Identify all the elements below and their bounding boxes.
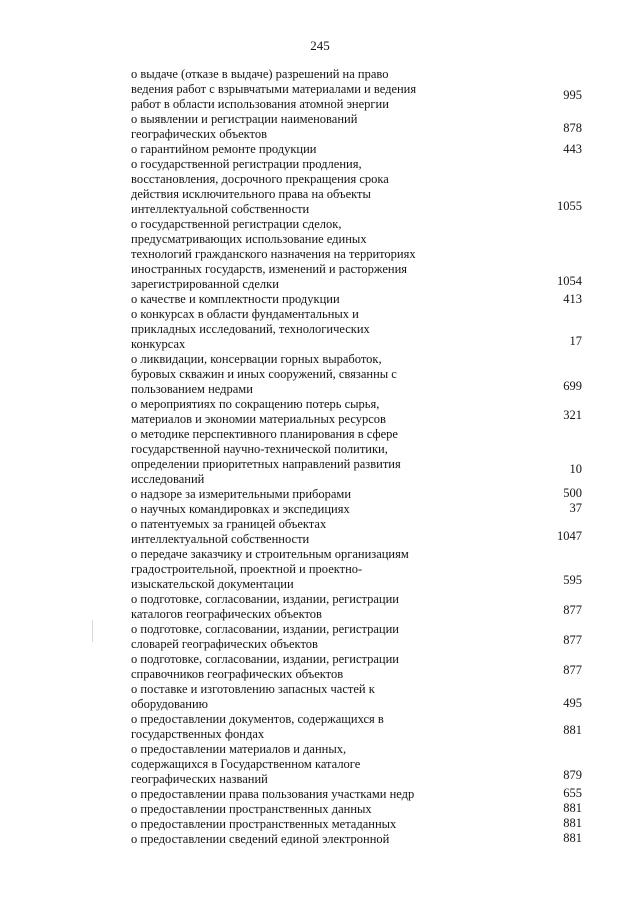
entry-text-line: ведения работ с взрывчатыми материалами и ведения xyxy=(131,82,417,96)
entry-text-line: словарей географических объектов xyxy=(131,637,318,651)
entry-text-line: о предоставлении пространственных метаданных xyxy=(131,817,397,831)
entry-page-number: 10 xyxy=(569,461,582,476)
entry-text-line: исследований xyxy=(131,472,205,486)
entry-text-line: изыскательской документации xyxy=(131,577,294,591)
entry-text-line: о передаче заказчику и строительным организациям xyxy=(131,547,409,561)
entry-text-line: государственной научно-технической политики, xyxy=(131,442,388,456)
entry-page-number: 495 xyxy=(563,695,582,710)
entry-text-line: о подготовке, согласовании, издании, регистрации xyxy=(131,592,399,606)
entry-page-number: 443 xyxy=(563,142,582,156)
entry-text-line: о конкурсах в области фундаментальных и xyxy=(131,307,359,321)
entry-text-line: каталогов географических объектов xyxy=(131,607,322,621)
entry-text-line: о подготовке, согласовании, издании, регистрации xyxy=(131,652,399,666)
entry-text-line: о качестве и комплектности продукции xyxy=(131,292,340,306)
entry-text-line: справочников географических объектов xyxy=(131,667,344,681)
entry-page-number: 995 xyxy=(563,88,582,102)
entry-text-line: определении приоритетных направлений развития xyxy=(131,457,401,471)
entry-text-line: о предоставлении пространственных данных xyxy=(131,802,372,816)
entry-page-number: 1054 xyxy=(557,274,582,288)
entry-page-number: 699 xyxy=(563,379,582,393)
entry-text-line: о методике перспективного планирования в сфере xyxy=(131,427,398,441)
entry-text-line: государственных фондах xyxy=(131,727,265,741)
entry-text-line: оборудованию xyxy=(131,697,209,711)
entry-text-line: действия исключительного права на объекты xyxy=(131,187,371,201)
entry-page-number: 595 xyxy=(563,572,582,587)
entry-page-number: 881 xyxy=(563,800,582,815)
entry-text-line: географических объектов xyxy=(131,127,267,141)
entry-page-number: 877 xyxy=(563,632,582,647)
entry-page-number: 413 xyxy=(563,292,582,306)
entry-text-line: технологий гражданского назначения на территориях xyxy=(131,247,416,261)
entry-text-line: содержащихся в Государственном каталоге xyxy=(131,757,361,771)
entry-text-line: о предоставлении материалов и данных, xyxy=(131,742,347,756)
entry-text-line: о государственной регистрации продления, xyxy=(131,157,362,171)
entry-text-line: о патентуемых за границей объектах xyxy=(131,517,327,531)
entry-text-line: прикладных исследований, технологических xyxy=(131,322,370,336)
entry-page-number: 17 xyxy=(569,334,582,348)
entry-text-line: о научных командировках и экспедициях xyxy=(131,502,350,516)
entry-text-line: восстановления, досрочного прекращения срока xyxy=(131,172,389,186)
entry-text-line: градостроительной, проектной и проектно- xyxy=(131,562,363,576)
entry-text-line: интеллектуальной собственности xyxy=(131,532,310,546)
page-number: 245 xyxy=(310,38,330,53)
entry-page-number: 881 xyxy=(563,815,582,830)
entry-page-number: 1055 xyxy=(557,199,582,213)
entry-text-line: о поставке и изготовлению запасных частей к xyxy=(131,682,375,696)
entry-text-line: географических названий xyxy=(131,772,268,786)
entry-page-number: 878 xyxy=(563,121,582,135)
entry-text-line: пользованием недрами xyxy=(131,382,253,396)
entry-page-number: 655 xyxy=(563,785,582,800)
entry-text-line: о предоставлении права пользования участками недр xyxy=(131,787,415,801)
entry-text-line: о государственной регистрации сделок, xyxy=(131,217,342,231)
entry-page-number: 37 xyxy=(569,500,582,515)
entry-text-line: интеллектуальной собственности xyxy=(131,202,310,216)
entry-text-line: иностранных государств, изменений и расторжения xyxy=(131,262,408,276)
entry-text-line: зарегистрированной сделки xyxy=(131,277,279,291)
entry-text-line: конкурсах xyxy=(131,337,186,351)
entry-page-number: 879 xyxy=(563,767,582,782)
entry-page-number: 877 xyxy=(563,602,582,617)
entry-page-number: 877 xyxy=(563,662,582,677)
entry-text-line: о выявлении и регистрации наименований xyxy=(131,112,358,126)
entry-page-number: 321 xyxy=(563,407,582,422)
entry-text-line: о предоставлении сведений единой электронной xyxy=(131,832,390,846)
entry-text-line: о выдаче (отказе в выдаче) разрешений на право xyxy=(131,67,389,81)
entry-page-number: 1047 xyxy=(557,529,582,543)
scan-edge-mark xyxy=(92,620,93,642)
entry-text-line: о мероприятиях по сокращению потерь сырья, xyxy=(131,397,380,411)
entry-page-number: 500 xyxy=(563,485,582,500)
entry-text-line: материалов и экономии материальных ресурсов xyxy=(131,412,386,426)
entry-text-line: о подготовке, согласовании, издании, регистрации xyxy=(131,622,399,636)
entry-text-line: буровых скважин и иных сооружений, связанны с xyxy=(131,367,397,381)
entry-page-number: 881 xyxy=(563,722,582,737)
entry-text-line: предусматривающих использование единых xyxy=(131,232,367,246)
entry-text-line: работ в области использования атомной энергии xyxy=(131,97,389,111)
entry-text-line: о гарантийном ремонте продукции xyxy=(131,142,317,156)
entry-page-number: 881 xyxy=(563,830,582,845)
entry-text-line: о надзоре за измерительными приборами xyxy=(131,487,352,501)
entry-text-line: о ликвидации, консервации горных выработок, xyxy=(131,352,382,366)
entry-text-line: о предоставлении документов, содержащихся в xyxy=(131,712,384,726)
